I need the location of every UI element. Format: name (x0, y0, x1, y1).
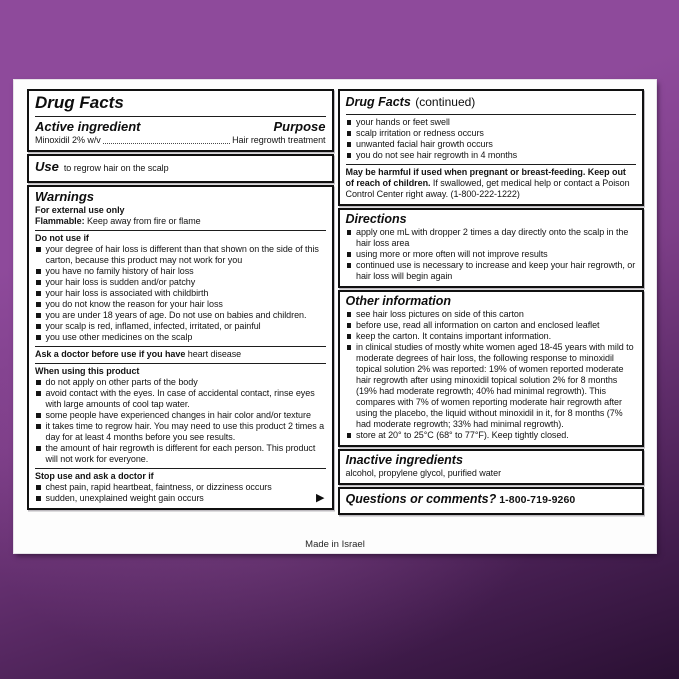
flammable-line (35, 216, 326, 227)
list-item-text: unwanted facial hair growth occurs (356, 139, 493, 149)
divider (35, 346, 326, 347)
bullet-icon (347, 312, 352, 317)
continued-box (338, 89, 645, 206)
list-item-text: your hands or feet swell (356, 117, 450, 127)
list-item (35, 443, 326, 465)
list-item-text: sudden, unexplained weight gain occurs (45, 493, 204, 503)
bullet-icon (36, 446, 41, 451)
questions-heading: Questions or comments? (345, 492, 497, 506)
list-item (35, 277, 326, 288)
warnings-box (27, 185, 334, 510)
list-item (346, 139, 637, 150)
bullet-icon (36, 291, 41, 296)
list-item-text: using more or more often will not improve results (356, 249, 548, 259)
list-item-text: continued use is necessary to increase and keep your hair regrowth, or hair loss will begin again (356, 260, 636, 281)
ask-doctor-bold: Ask a doctor before use if you have (35, 349, 186, 359)
list-item-text: before use, read all information on carton and enclosed leaflet (356, 320, 600, 330)
warnings-heading: Warnings (35, 189, 94, 204)
bullet-icon (347, 323, 352, 328)
bullet-icon (36, 280, 41, 285)
label-columns (27, 89, 644, 515)
when-using-heading: When using this product (35, 366, 140, 376)
active-ingredient-row (35, 135, 326, 146)
list-item-text: in clinical studies of mostly white women aged 18-45 years with mild to moderate degrees of hair loss, the following response to minoxidil topical solution 2% was reported: 19% of women reported moderate hair regrowth after using minoxidil topical solution 2% for 8 months (19% had moderate regrowth; 40% had minimal regrowth). This compares with 7% of women reporting moderate hair regrowth after using the placebo, the liquid without minoxidil in it, for 8 months (7% had moderate regrowth; 33% had minimal regrowth). (356, 342, 634, 429)
use-box (27, 154, 334, 183)
bullet-icon (347, 433, 352, 438)
list-item-text: your hair loss is sudden and/or patchy (45, 277, 196, 287)
list-item (35, 299, 326, 310)
bullet-icon (36, 391, 41, 396)
list-item-text: your hair loss is associated with childbirth (45, 288, 209, 298)
list-item (346, 227, 637, 249)
ask-doctor-line (35, 349, 326, 360)
right-column (338, 89, 645, 515)
ask-doctor-condition: heart disease (187, 349, 242, 359)
flammable-label: Flammable: (35, 216, 85, 226)
divider (35, 116, 326, 117)
list-item-text: the amount of hair regrowth is different for each person. This product will not work for everyone. (45, 443, 316, 464)
bullet-icon (36, 269, 41, 274)
use-text: to regrow hair on the scalp (63, 163, 169, 173)
bullet-icon (347, 252, 352, 257)
list-item (346, 309, 637, 320)
bullet-icon (36, 302, 41, 307)
drug-facts-header-box (27, 89, 334, 152)
list-item-text: it takes time to regrow hair. You may need to use this product 2 times a day for at least 4 months before you see results. (45, 421, 325, 442)
list-item-text: you do not know the reason for your hair loss (45, 299, 223, 309)
list-item (346, 331, 637, 342)
divider (346, 114, 637, 115)
divider (35, 468, 326, 469)
bullet-icon (347, 142, 352, 147)
divider (35, 363, 326, 364)
continued-suffix: (continued) (415, 95, 476, 109)
list-item (35, 321, 326, 332)
list-item (35, 288, 326, 299)
list-item (346, 342, 637, 430)
bullet-icon (347, 153, 352, 158)
list-item (35, 244, 326, 266)
list-item-text: your degree of hair loss is different than that shown on the side of this carton, because this product may not work for you (45, 244, 319, 265)
continued-title-text: Drug Facts (345, 95, 411, 109)
bullet-icon (36, 424, 41, 429)
list-item-text: chest pain, rapid heartbeat, faintness, or dizziness occurs (45, 482, 272, 492)
directions-heading: Directions (345, 212, 407, 226)
bullet-icon (347, 334, 352, 339)
divider (346, 164, 637, 165)
list-item (346, 320, 637, 331)
bullet-icon (36, 496, 41, 501)
list-item (346, 117, 637, 128)
other-information-box (338, 290, 645, 447)
pregnancy-warning-bold: May be harmful if used when pregnant or breast-feeding. (345, 167, 586, 177)
list-item (346, 128, 637, 139)
list-item (35, 482, 326, 493)
active-ingredient-heading: Active ingredient (35, 119, 141, 134)
list-item (35, 421, 326, 443)
inactive-ingredients-heading: Inactive ingredients (345, 453, 463, 467)
list-item (346, 430, 637, 441)
bullet-icon (36, 335, 41, 340)
purpose-heading: Purpose (273, 119, 326, 134)
bullet-icon (36, 413, 41, 418)
list-item-text: apply one mL with dropper 2 times a day directly onto the scalp in the hair loss area (356, 227, 629, 248)
list-item (35, 377, 326, 388)
inactive-ingredients-box (338, 449, 645, 485)
bullet-icon (347, 120, 352, 125)
made-in-text: Made in Israel (305, 539, 365, 550)
bullet-icon (36, 313, 41, 318)
use-heading: Use (35, 159, 59, 174)
directions-box (338, 208, 645, 288)
list-item-text: avoid contact with the eyes. In case of accidental contact, rinse eyes with large amounts of cool tap water. (45, 388, 315, 409)
list-item (35, 493, 326, 504)
list-item (346, 249, 637, 260)
list-item (35, 332, 326, 343)
list-item-text: see hair loss pictures on side of this carton (356, 309, 524, 319)
bullet-icon (347, 131, 352, 136)
list-item (35, 410, 326, 421)
list-item-text: some people have experienced changes in hair color and/or texture (45, 410, 311, 420)
list-item-text: you are under 18 years of age. Do not use on babies and children. (45, 310, 307, 320)
questions-phone-number: 1-800-719-9260 (499, 494, 576, 506)
other-information-heading: Other information (345, 294, 452, 308)
keep-out-of-reach-bold: Keep out of reach of children. (345, 167, 626, 188)
dotted-leader (103, 143, 230, 144)
list-item-text: scalp irritation or redness occurs (356, 128, 484, 138)
list-item-text: store at 20° to 25°C (68° to 77°F). Keep tightly closed. (356, 430, 569, 440)
external-use-only: For external use only (35, 205, 125, 215)
list-item-text: your scalp is red, inflamed, infected, irritated, or painful (45, 321, 261, 331)
divider (35, 230, 326, 231)
drug-facts-continued-title (346, 93, 637, 111)
bullet-icon (347, 345, 352, 350)
drug-facts-label-card (14, 80, 656, 553)
list-item (35, 388, 326, 410)
do-not-use-heading: Do not use if (35, 233, 89, 243)
inactive-ingredients-text: alcohol, propylene glycol, purified water (345, 468, 502, 478)
bullet-icon (347, 263, 352, 268)
pregnancy-warning (346, 167, 637, 200)
list-item-text: you use other medicines on the scalp (45, 332, 193, 342)
list-item-text: do not apply on other parts of the body (45, 377, 198, 387)
list-item-text: keep the carton. It contains important information. (356, 331, 552, 341)
list-item (35, 310, 326, 321)
left-column (27, 89, 334, 515)
pregnancy-warning-text: If swallowed, get medical help or contact a Poison Control Center right away. (1-800-222-1222) (345, 178, 630, 199)
bullet-icon (36, 247, 41, 252)
stop-use-heading: Stop use and ask a doctor if (35, 471, 154, 481)
list-item (346, 260, 637, 282)
bullet-icon (347, 230, 352, 235)
flammable-text: Keep away from fire or flame (86, 216, 201, 226)
bullet-icon (36, 324, 41, 329)
list-item (346, 150, 637, 161)
list-item-text: you have no family history of hair loss (45, 266, 194, 276)
ingredient-name: Minoxidil 2% w/v (35, 135, 101, 145)
list-item (35, 266, 326, 277)
list-item-text: you do not see hair regrowth in 4 months (356, 150, 518, 160)
bullet-icon (36, 380, 41, 385)
ingredient-purpose: Hair regrowth treatment (232, 135, 326, 145)
questions-box (338, 487, 645, 515)
drug-facts-title: Drug Facts (35, 93, 124, 112)
continued-arrow-icon: ▶ (316, 492, 325, 504)
bullet-icon (36, 485, 41, 490)
